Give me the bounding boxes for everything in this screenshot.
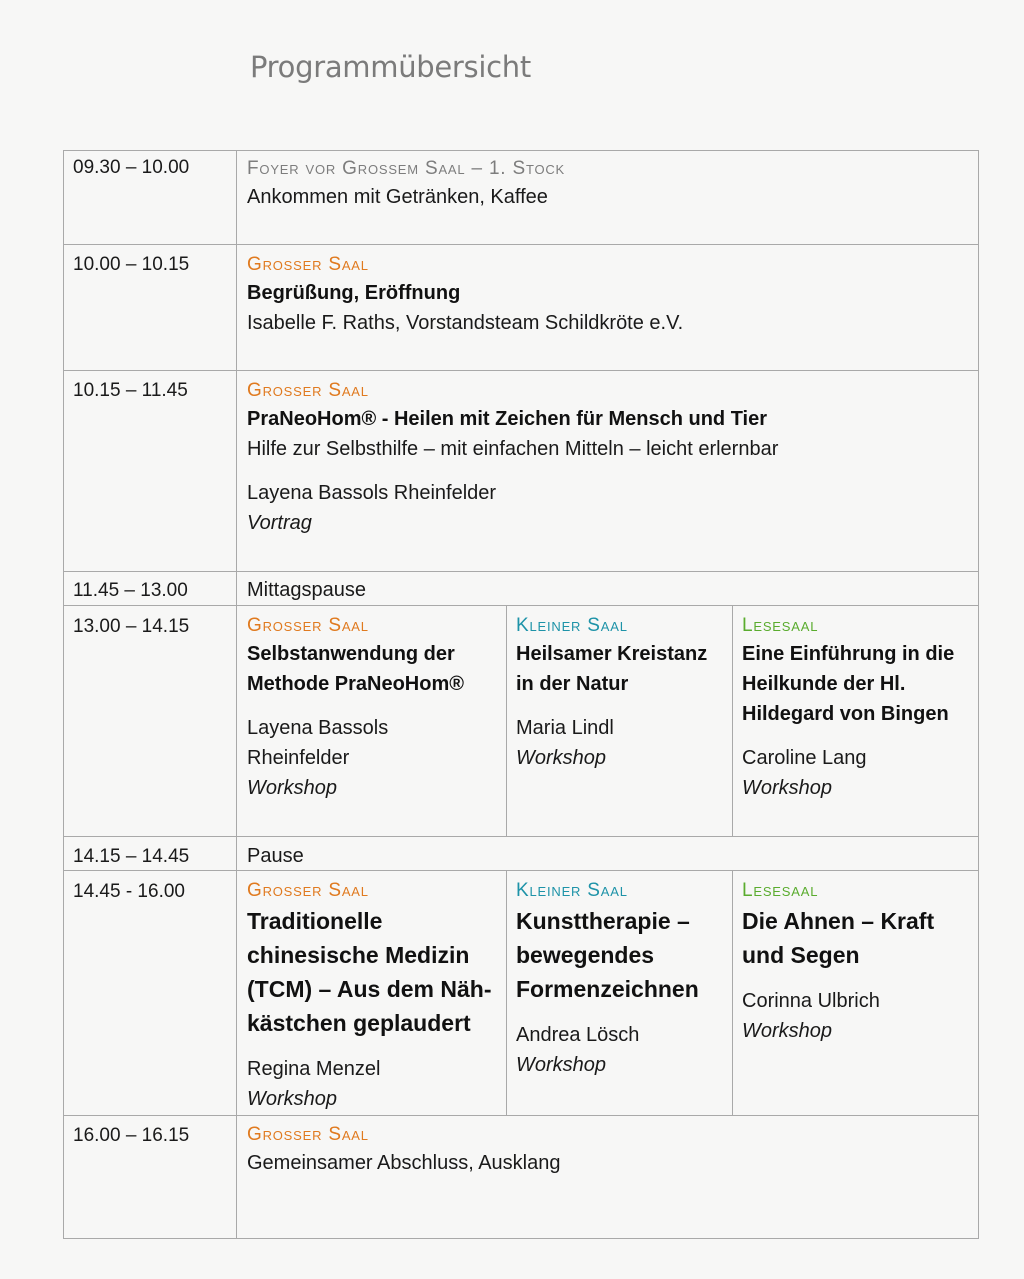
session-cell <box>247 575 366 605</box>
session-speaker-line: Layena Bassols <box>247 717 389 739</box>
session-cell <box>247 156 565 212</box>
session-title-line: chinesische Medizin <box>247 942 470 968</box>
session-title-line: Heilkunde der Hl. <box>742 673 906 695</box>
room-label: Kleiner Saal <box>516 615 628 636</box>
session-title-line: Eine Einführung in die <box>742 643 955 665</box>
session-title-line: bewegendes <box>516 942 655 968</box>
session-type: Workshop <box>742 1020 833 1042</box>
room-label: Lesesaal <box>742 615 819 636</box>
session-title-line: Hildegard von Bingen <box>742 703 949 725</box>
session-cell <box>516 613 707 773</box>
session-title: Begrüßung, Eröffnung <box>247 282 461 304</box>
row-divider <box>63 244 979 245</box>
row-divider <box>63 870 979 871</box>
column-divider <box>732 870 733 1115</box>
session-title-line: Die Ahnen – Kraft <box>742 908 935 934</box>
session-cell <box>742 878 934 1046</box>
session-type: Workshop <box>247 1088 338 1110</box>
session-title-line: (TCM) – Aus dem Näh- <box>247 976 492 1002</box>
session-title-line: Traditionelle <box>247 908 383 934</box>
session-title-line: Heilsamer Kreistanz <box>516 643 708 665</box>
session-speaker-line: Maria Lindl <box>516 717 614 739</box>
session-cell <box>247 841 304 871</box>
session-speaker: Layena Bassols Rheinfelder <box>247 482 497 504</box>
session-speaker-line: Corinna Ulbrich <box>742 990 880 1012</box>
session-speaker-line: Andrea Lösch <box>516 1024 640 1046</box>
room-label: Grosser Saal <box>247 1124 369 1145</box>
session-title-line: Formenzeichnen <box>516 976 699 1002</box>
row-divider <box>63 836 979 837</box>
session-cell <box>742 613 954 803</box>
session-subtitle: Hilfe zur Selbsthilfe – mit einfachen Mitteln – leicht erlernbar <box>247 438 779 460</box>
room-label: Foyer vor Grossem Saal – 1. Stock <box>247 158 566 179</box>
time-slot: 13.00 – 14.15 <box>73 616 190 637</box>
room-label: Grosser Saal <box>247 880 369 901</box>
session-cell <box>247 878 492 1114</box>
session-speaker-line: Regina Menzel <box>247 1058 381 1080</box>
time-slot: 09.30 – 10.00 <box>73 157 190 178</box>
session-description: Gemeinsamer Abschluss, Ausklang <box>247 1152 561 1174</box>
session-cell <box>247 378 778 538</box>
session-description: Mittagspause <box>247 579 366 601</box>
row-divider <box>63 571 979 572</box>
row-divider <box>63 370 979 371</box>
time-slot: 10.15 – 11.45 <box>73 380 188 401</box>
session-type: Workshop <box>516 1054 607 1076</box>
row-divider <box>63 1115 979 1116</box>
session-speaker: Isabelle F. Raths, Vorstandsteam Schildkröte e.V. <box>247 312 684 334</box>
column-divider <box>506 870 507 1115</box>
room-label: Grosser Saal <box>247 380 369 401</box>
time-slot: 14.15 – 14.45 <box>73 846 190 867</box>
time-slot: 14.45 - 16.00 <box>73 881 185 902</box>
session-type: Vortrag <box>247 512 312 534</box>
column-divider <box>732 605 733 836</box>
room-label: Grosser Saal <box>247 254 369 275</box>
session-title-line: Methode PraNeoHom® <box>247 673 464 695</box>
session-cell <box>247 1122 561 1178</box>
row-divider <box>63 605 979 606</box>
session-title-line: Selbstanwendung der <box>247 643 455 665</box>
session-speaker-line: Rheinfelder <box>247 747 350 769</box>
session-cell <box>247 613 464 803</box>
session-description: Pause <box>247 845 304 867</box>
session-type: Workshop <box>516 747 607 769</box>
session-title-line: in der Natur <box>516 673 629 695</box>
time-slot: 16.00 – 16.15 <box>73 1125 190 1146</box>
session-type: Workshop <box>247 777 338 799</box>
session-title-line: und Segen <box>742 942 860 968</box>
session-speaker-line: Caroline Lang <box>742 747 867 769</box>
time-slot: 10.00 – 10.15 <box>73 254 190 275</box>
page-title: Programmübersicht <box>250 50 531 84</box>
session-cell <box>247 252 683 338</box>
session-type: Workshop <box>742 777 833 799</box>
session-title: PraNeoHom® - Heilen mit Zeichen für Mensch und Tier <box>247 408 768 430</box>
session-description: Ankommen mit Getränken, Kaffee <box>247 186 548 208</box>
session-title-line: kästchen geplaudert <box>247 1010 471 1036</box>
time-slot: 11.45 – 13.00 <box>73 580 188 601</box>
column-divider <box>506 605 507 836</box>
room-label: Lesesaal <box>742 880 819 901</box>
room-label: Grosser Saal <box>247 615 369 636</box>
session-cell <box>516 878 699 1080</box>
room-label: Kleiner Saal <box>516 880 628 901</box>
column-divider <box>236 150 237 1239</box>
session-title-line: Kunsttherapie – <box>516 908 690 934</box>
